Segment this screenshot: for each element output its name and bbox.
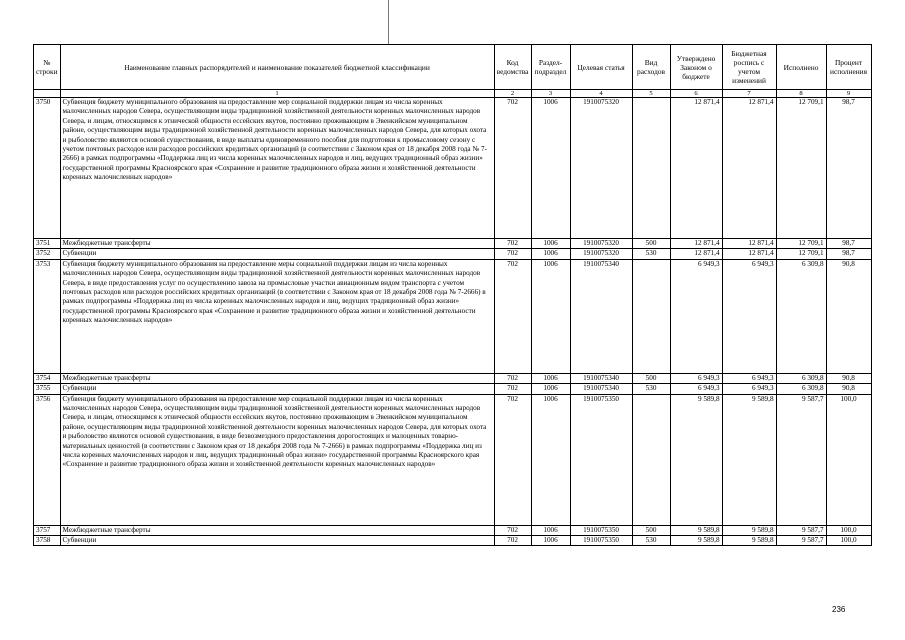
row-ved: 702 — [494, 249, 531, 259]
row-budget: 9 589,8 — [722, 525, 776, 535]
row-ved: 702 — [494, 239, 531, 249]
row-vr — [632, 98, 670, 239]
row-razdel: 1006 — [531, 239, 570, 249]
row-number: 3755 — [34, 384, 61, 394]
row-executed: 9 587,7 — [776, 394, 826, 525]
row-percent: 98,7 — [826, 239, 871, 249]
row-name: Субвенция бюджету муниципального образования на предоставление мер социальной поддержки лицам из числа коренных малочисленных народов Севера, осуществляющим виды традиционной хозяйственной деятельности коренных малочисленных народов Севера, и лицам, относящимся к этнической общности ессейских якутов, постоянно проживающим в Эвенкийском муниципальном районе, осуществляющим виды традиционной хозяйственной деятельности коренных малочисленных народов Севера, для которых охота и рыболовство являются основой существования, в виде безвозмездного предоставления дорогостоящих и малоценных товарно-материальных ценностей (в соответствии с Законом края от 18 декабря 2008 года № 7-2666) в рамках подпрограммы «Поддержка лиц из числа коренных малочисленных народов и лиц, ведущих традиционный образ жизни» государственной программы Красноярского края «Сохранение и развитие традиционного образа жизни и хозяйственной деятельности коренных малочисленных народов» — [60, 394, 494, 525]
row-percent: 100,0 — [826, 525, 871, 535]
header-approved: Утверждено Законом о бюджете — [670, 45, 722, 90]
row-ved: 702 — [494, 394, 531, 525]
row-name: Субвенции — [60, 249, 494, 259]
header-csr: Целевая статья — [570, 45, 632, 90]
row-razdel: 1006 — [531, 249, 570, 259]
row-ved: 702 — [494, 525, 531, 535]
row-percent: 90,8 — [826, 373, 871, 383]
row-vr: 530 — [632, 536, 670, 546]
page-number: 236 — [832, 605, 846, 614]
column-number: 9 — [826, 90, 871, 98]
row-ved: 702 — [494, 536, 531, 546]
row-executed: 6 309,8 — [776, 384, 826, 394]
row-number: 3758 — [34, 536, 61, 546]
row-razdel: 1006 — [531, 525, 570, 535]
header-name: Наименование главных распорядителей и наименование показателей бюджетной классификации — [60, 45, 494, 90]
row-approved: 6 949,3 — [670, 373, 722, 383]
row-number: 3752 — [34, 249, 61, 259]
row-vr — [632, 259, 670, 373]
table-row — [34, 373, 872, 383]
row-percent: 90,8 — [826, 259, 871, 373]
column-number: 6 — [670, 90, 722, 98]
row-percent: 98,7 — [826, 98, 871, 239]
row-budget: 9 589,8 — [722, 536, 776, 546]
row-ved: 702 — [494, 373, 531, 383]
table-row — [34, 259, 872, 373]
column-number: 3 — [531, 90, 570, 98]
row-name: Субвенции — [60, 384, 494, 394]
row-budget: 9 589,8 — [722, 394, 776, 525]
row-csr: 1910075350 — [570, 525, 632, 535]
row-approved: 9 589,8 — [670, 394, 722, 525]
row-razdel: 1006 — [531, 259, 570, 373]
budget-table — [33, 44, 872, 546]
column-numbers-row — [34, 90, 872, 98]
row-approved: 12 871,4 — [670, 239, 722, 249]
row-vr: 530 — [632, 384, 670, 394]
row-executed: 6 309,8 — [776, 373, 826, 383]
row-budget: 6 949,3 — [722, 384, 776, 394]
row-approved: 6 949,3 — [670, 384, 722, 394]
row-percent: 98,7 — [826, 249, 871, 259]
row-ved: 702 — [494, 98, 531, 239]
row-number: 3756 — [34, 394, 61, 525]
row-vr — [632, 394, 670, 525]
row-name: Межбюджетные трансферты — [60, 525, 494, 535]
row-razdel: 1006 — [531, 394, 570, 525]
column-number: 5 — [632, 90, 670, 98]
row-name: Субвенция бюджету муниципального образования на предоставление мер социальной поддержки лицам из числа коренных малочисленных народов Севера, осуществляющим виды традиционной хозяйственной деятельности коренных малочисленных народов Севера, и лицам, относящимся к этнической общности ессейских якутов, постоянно проживающим в Эвенкийском муниципальном районе, осуществляющим виды традиционной хозяйственной деятельности коренных малочисленных народов Севера, для которых охота и рыболовство являются основой существования, в виде выплаты единовременного пособия для подготовки к промысловому сезону с учетом почтовых расходов или расходов российских кредитных организаций (в соответствии с Законом края от 18 декабря 2008 года № 7-2666) в рамках подпрограммы «Поддержка лиц из числа коренных малочисленных народов и лиц, ведущих традиционный образ жизни» государственной программы Красноярского края «Сохранение и развитие традиционного образа жизни и хозяйственной деятельности коренных малочисленных народов» — [60, 98, 494, 239]
row-executed: 12 709,1 — [776, 98, 826, 239]
header-row-number: № строки — [34, 45, 61, 90]
row-approved: 12 871,4 — [670, 98, 722, 239]
row-vr: 530 — [632, 249, 670, 259]
table-row — [34, 384, 872, 394]
row-budget: 12 871,4 — [722, 98, 776, 239]
table-row — [34, 239, 872, 249]
table-row — [34, 525, 872, 535]
scan-line — [388, 0, 389, 44]
row-number: 3753 — [34, 259, 61, 373]
row-name: Субвенции — [60, 536, 494, 546]
header-executed: Исполнено — [776, 45, 826, 90]
row-ved: 702 — [494, 259, 531, 373]
row-vr: 500 — [632, 525, 670, 535]
row-budget: 12 871,4 — [722, 239, 776, 249]
row-vr: 500 — [632, 373, 670, 383]
header-percent: Процент исполнения — [826, 45, 871, 90]
row-csr: 1910075320 — [570, 98, 632, 239]
column-number: 1 — [60, 90, 494, 98]
row-razdel: 1006 — [531, 384, 570, 394]
row-name: Межбюджетные трансферты — [60, 239, 494, 249]
row-approved: 9 589,8 — [670, 536, 722, 546]
row-csr: 1910075340 — [570, 259, 632, 373]
row-approved: 6 949,3 — [670, 259, 722, 373]
row-executed: 12 709,1 — [776, 249, 826, 259]
row-name: Межбюджетные трансферты — [60, 373, 494, 383]
row-executed: 6 309,8 — [776, 259, 826, 373]
row-executed: 12 709,1 — [776, 239, 826, 249]
row-percent: 100,0 — [826, 536, 871, 546]
table-row — [34, 249, 872, 259]
row-ved: 702 — [494, 384, 531, 394]
header-vr: Вид расходов — [632, 45, 670, 90]
table-header — [34, 45, 872, 90]
row-razdel: 1006 — [531, 98, 570, 239]
column-number: 4 — [570, 90, 632, 98]
row-budget: 6 949,3 — [722, 373, 776, 383]
row-razdel: 1006 — [531, 536, 570, 546]
row-executed: 9 587,7 — [776, 536, 826, 546]
header-budget: Бюджетная роспись с учетом изменений — [722, 45, 776, 90]
table-row — [34, 394, 872, 525]
row-percent: 100,0 — [826, 394, 871, 525]
table-row — [34, 536, 872, 546]
row-csr: 1910075340 — [570, 373, 632, 383]
row-budget: 6 949,3 — [722, 259, 776, 373]
column-number: 7 — [722, 90, 776, 98]
row-vr: 500 — [632, 239, 670, 249]
row-number: 3754 — [34, 373, 61, 383]
row-approved: 9 589,8 — [670, 525, 722, 535]
row-razdel: 1006 — [531, 373, 570, 383]
row-csr: 1910075320 — [570, 239, 632, 249]
row-number: 3750 — [34, 98, 61, 239]
column-number — [34, 90, 61, 98]
row-budget: 12 871,4 — [722, 249, 776, 259]
row-approved: 12 871,4 — [670, 249, 722, 259]
row-number: 3757 — [34, 525, 61, 535]
row-name: Субвенция бюджету муниципального образования на предоставление меры социальной поддержки лицам из числа коренных малочисленных народов Севера, осуществляющим виды традиционной хозяйственной деятельности коренных малочисленных народов Севера, в виде предоставления услуг по осуществлению завоза на промысловые участки авиационным видом транспорта с учетом почтовых расходов или расходов российских кредитных организаций (в соответствии с Законом края от 18 декабря 2008 года № 7-2666) в рамках подпрограммы «Поддержка лиц из числа коренных малочисленных народов и лиц, ведущих традиционный образ жизни» государственной программы Красноярского края «Сохранение и развитие традиционного образа жизни и хозяйственной деятельности коренных малочисленных народов» — [60, 259, 494, 373]
column-number: 2 — [494, 90, 531, 98]
row-csr: 1910075340 — [570, 384, 632, 394]
header-razdel: Раздел-подраздел — [531, 45, 570, 90]
row-percent: 90,8 — [826, 384, 871, 394]
row-csr: 1910075350 — [570, 536, 632, 546]
row-number: 3751 — [34, 239, 61, 249]
row-csr: 1910075320 — [570, 249, 632, 259]
row-executed: 9 587,7 — [776, 525, 826, 535]
row-csr: 1910075350 — [570, 394, 632, 525]
table-row — [34, 98, 872, 239]
header-ved: Код ведомства — [494, 45, 531, 90]
column-number: 8 — [776, 90, 826, 98]
